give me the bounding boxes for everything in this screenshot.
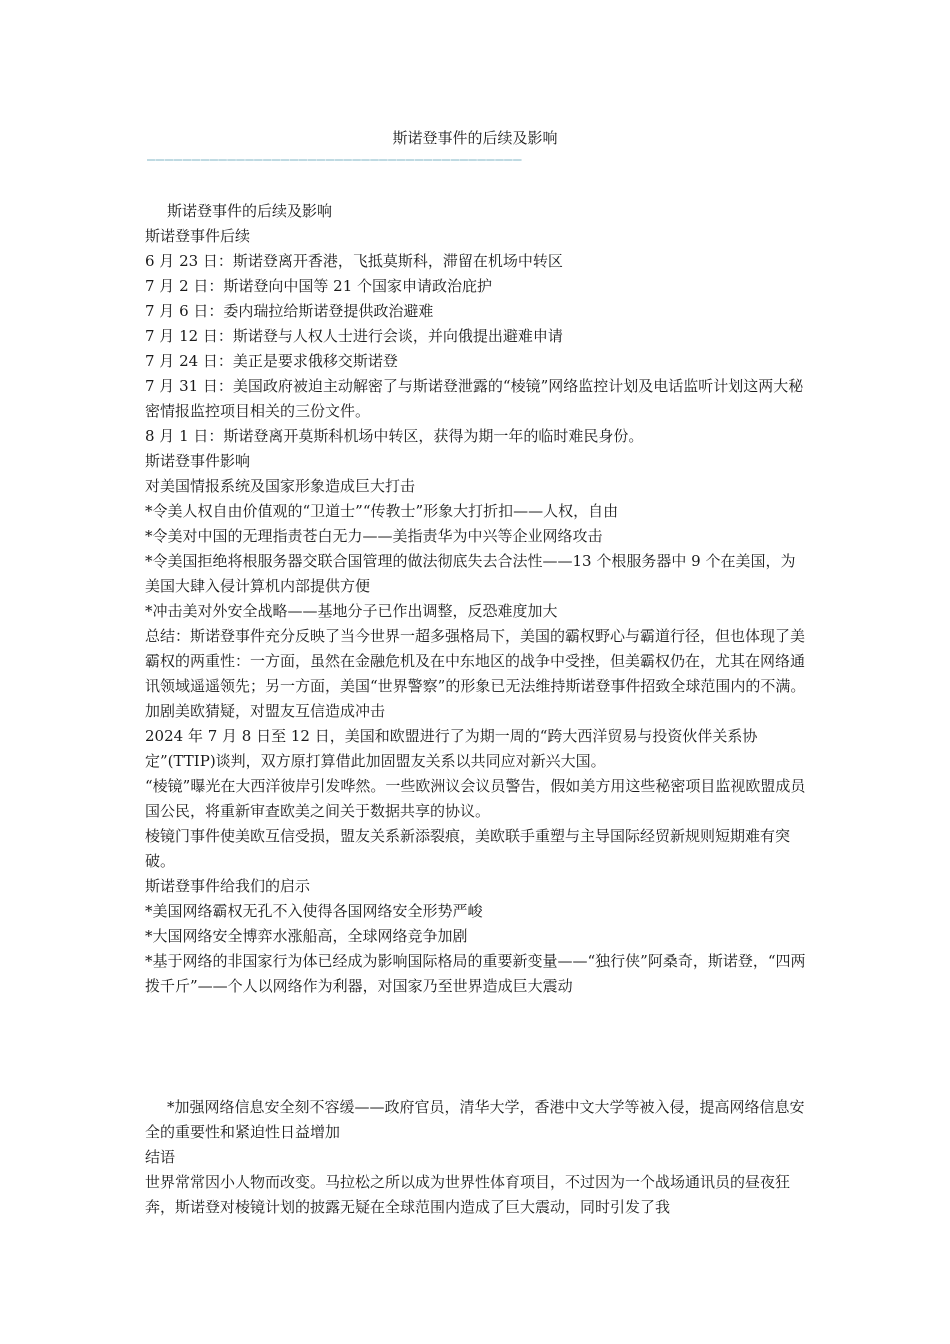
paragraph: *美国网络霸权无孔不入使得各国网络安全形势严峻 <box>145 902 483 920</box>
paragraph: 2024 年 7 月 8 日至 12 日，美国和欧盟进行了为期一周的“跨大西洋贸易与投资伙伴关系协定”(TTIP)谈判，双方原打算借此加固盟友关系以共同应对新兴大国。 <box>145 727 758 770</box>
paragraph: 对美国情报系统及国家形象造成巨大打击 <box>145 477 416 495</box>
paragraph: 8 月 1 日：斯诺登离开莫斯科机场中转区，获得为期一年的临时难民身份。 <box>145 427 644 445</box>
paragraph: 7 月 2 日：斯诺登向中国等 21 个国家申请政治庇护 <box>145 277 493 295</box>
title-divider: —————————————————————————————————————————— <box>147 152 523 168</box>
paragraph: *加强网络信息安全刻不容缓——政府官员，清华大学，香港中文大学等被入侵，提高网络信息安全的重要性和紧迫性日益增加 <box>145 1098 805 1141</box>
paragraph: 6 月 23 日：斯诺登离开香港，飞抵莫斯科，滞留在机场中转区 <box>145 252 563 270</box>
paragraph: 斯诺登事件后续 <box>145 227 251 245</box>
paragraph: 7 月 31 日：美国政府被迫主动解密了与斯诺登泄露的“棱镜”网络监控计划及电话监听计划这两大秘密情报监控项目相关的三份文件。 <box>145 377 804 420</box>
paragraph: 7 月 6 日：委内瑞拉给斯诺登提供政治避难 <box>145 302 434 320</box>
document-title: 斯诺登事件的后续及影响 <box>392 129 558 147</box>
paragraph: 7 月 12 日：斯诺登与人权人士进行会谈，并向俄提出避难申请 <box>145 327 563 345</box>
paragraph-heading: 斯诺登事件的后续及影响 <box>167 202 333 220</box>
paragraph: 世界常常因小人物而改变。马拉松之所以成为世界性体育项目，不过因为一个战场通讯员的昼夜狂奔，斯诺登对棱镜计划的披露无疑在全球范围内造成了巨大震动，同时引发了我 <box>145 1173 791 1216</box>
paragraph: 棱镜门事件使美欧互信受损，盟友关系新添裂痕，美欧联手重塑与主导国际经贸新规则短期难有突破。 <box>145 827 791 870</box>
paragraph: *令美国拒绝将根服务器交联合国管理的做法彻底失去合法性——13 个根服务器中 9 个在美国，为美国大肆入侵计算机内部提供方便 <box>145 552 796 595</box>
paragraph: *令美人权自由价值观的“卫道士”“传教士”形象大打折扣——人权，自由 <box>145 502 619 520</box>
paragraph: *冲击美对外安全战略——基地分子已作出调整，反恐难度加大 <box>145 602 558 620</box>
paragraph: 加剧美欧猜疑，对盟友互信造成冲击 <box>145 702 386 720</box>
paragraph: 斯诺登事件给我们的启示 <box>145 877 311 895</box>
paragraph: *大国网络安全博弈水涨船高，全球网络竞争加剧 <box>145 927 468 945</box>
body-section-1 <box>145 199 810 999</box>
paragraph: 总结：斯诺登事件充分反映了当今世界一超多强格局下，美国的霸权野心与霸道行径，但也体现了美霸权的两重性：一方面，虽然在金融危机及在中东地区的战争中受挫，但美霸权仍在，尤其在网络通讯领域遥遥领先；另一方面，美国“世界警察”的形象已无法维持斯诺登事件招致全球范围内的不满。 <box>145 627 806 695</box>
paragraph: *令美对中国的无理指责苍白无力——美指责华为中兴等企业网络攻击 <box>145 527 603 545</box>
paragraph: 斯诺登事件影响 <box>145 452 251 470</box>
paragraph: 结语 <box>145 1148 176 1166</box>
body-section-2 <box>145 1095 810 1220</box>
paragraph: *基于网络的非国家行为体已经成为影响国际格局的重要新变量——“独行侠”阿桑奇，斯诺登，“四两拨千斤”——个人以网络作为利器，对国家乃至世界造成巨大震动 <box>145 952 806 995</box>
paragraph: “棱镜”曝光在大西洋彼岸引发哗然。一些欧洲议会议员警告，假如美方用这些秘密项目监视欧盟成员国公民，将重新审查欧美之间关于数据共享的协议。 <box>145 777 806 820</box>
paragraph: 7 月 24 日：美正是要求俄移交斯诺登 <box>145 352 398 370</box>
